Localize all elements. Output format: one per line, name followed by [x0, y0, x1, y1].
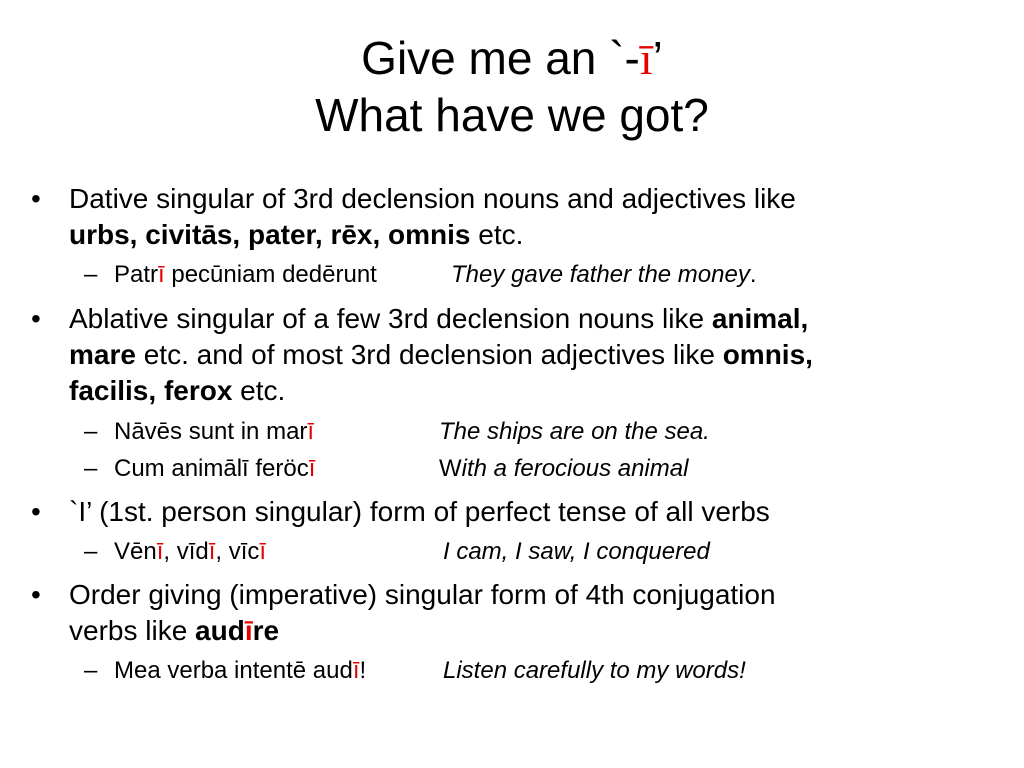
english-translation: Listen carefully to my words! [443, 657, 746, 684]
example-dative [84, 260, 994, 290]
sub-dash: – [84, 261, 98, 288]
bullet-dot: • [31, 579, 41, 610]
bullet-ablative: • Ablative singular of a few 3rd declension nouns like animal, mare etc. and of most 3rd declension adjectives like omnis, facilis, ferox etc. [31, 303, 813, 406]
example-ablative-1 [84, 417, 994, 447]
title-line-2: What have we got? [315, 89, 709, 141]
latin-example: Mea verba intentē audī! [114, 657, 367, 684]
bullet-text-tail: etc. [470, 219, 524, 250]
english-translation: They gave father the money. [451, 261, 757, 288]
english-translation: With a ferocious animal [439, 455, 689, 482]
bold-verb: audīre [195, 615, 280, 646]
english-translation: I cam, I saw, I conquered [443, 538, 710, 565]
sub-dash: – [84, 455, 98, 482]
title-long-i: ī [639, 33, 653, 84]
example-ablative-2 [84, 454, 994, 484]
bullet-dot: • [31, 303, 41, 334]
bullet-imperative: • Order giving (imperative) singular form of 4th conjugation verbs like audīre [31, 579, 776, 646]
example-imperative [84, 656, 994, 686]
bullet-perfect: • `I’ (1st. person singular) form of perfect tense of all verbs [69, 494, 989, 530]
latin-example: Vēnī, vīdī, vīcī [114, 538, 267, 565]
bullet-bold-examples: urbs, civitās, pater, rēx, omnis [69, 219, 471, 250]
bullet-dot: • [31, 496, 41, 527]
bullet-dative [31, 181, 989, 253]
bullet-text: Dative singular of 3rd declension nouns and adjectives like [69, 183, 796, 214]
title-prefix: Give me an `- [361, 32, 640, 84]
latin-example: Nāvēs sunt in marī [114, 418, 315, 445]
sub-dash: – [84, 657, 98, 684]
title-line-1 [0, 30, 1024, 87]
bullet-dot: • [31, 183, 41, 214]
sub-dash: – [84, 538, 98, 565]
sub-dash: – [84, 418, 98, 445]
english-translation: The ships are on the sea. [439, 418, 710, 445]
example-perfect [84, 537, 994, 567]
slide-title [0, 30, 1024, 143]
title-suffix: ’ [652, 32, 663, 84]
latin-example: Patrī pecūniam dedērunt [114, 261, 377, 288]
latin-example: Cum animālī feröcī [114, 455, 316, 482]
